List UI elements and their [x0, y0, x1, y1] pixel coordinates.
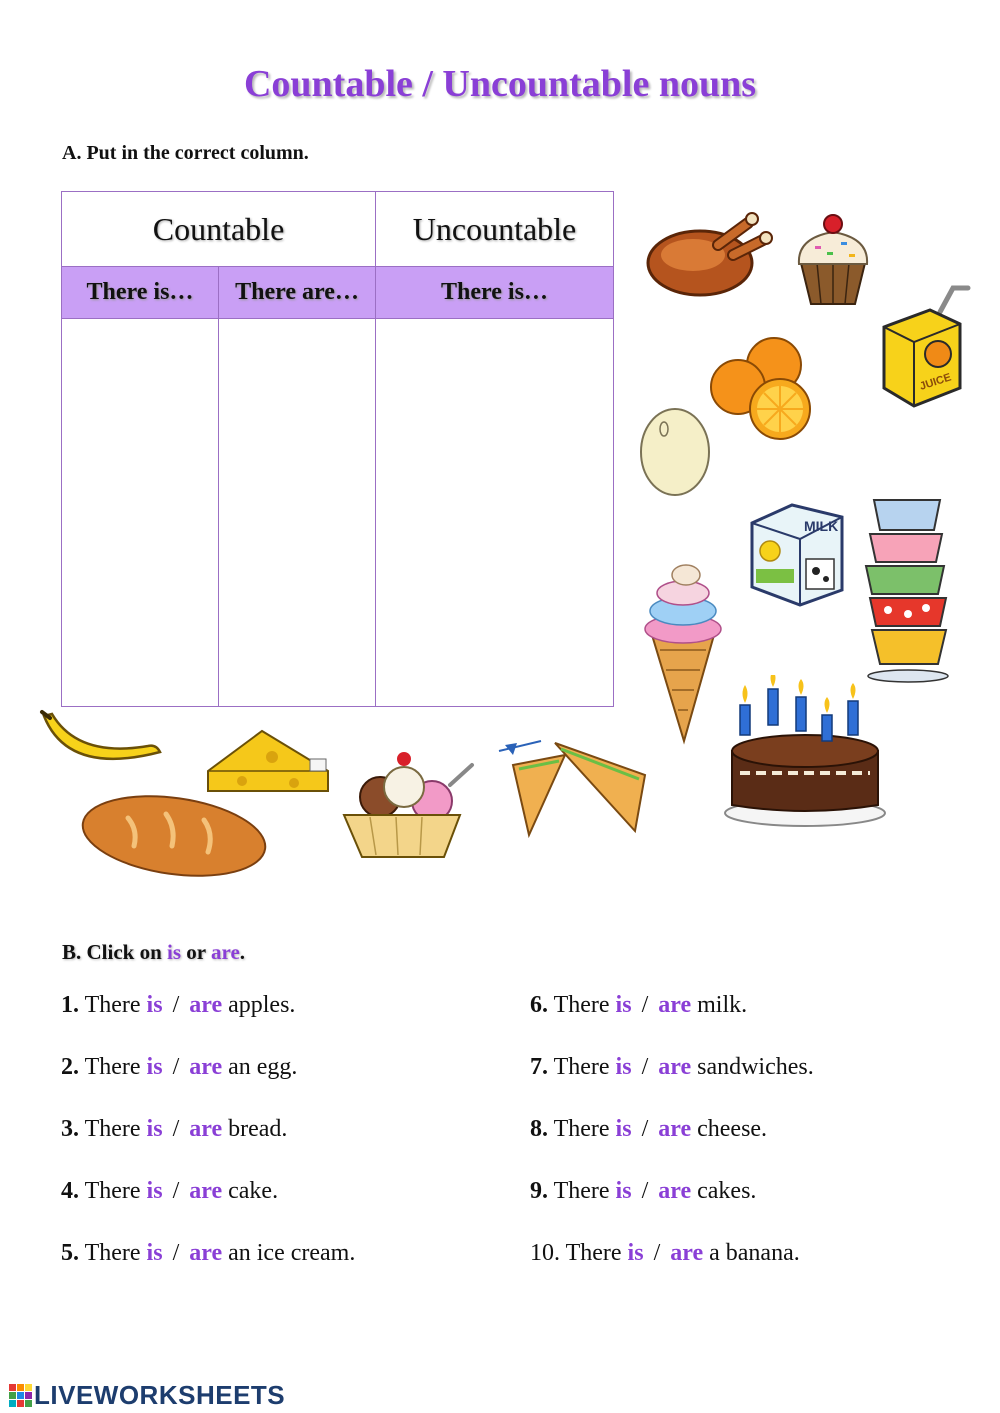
- question-lead: There: [553, 1178, 610, 1204]
- question-lead: There: [84, 1054, 141, 1080]
- page-title: Countable / Uncountable nouns: [243, 63, 757, 105]
- question-number: 5.: [61, 1240, 79, 1266]
- juice-box-image[interactable]: [878, 282, 973, 412]
- question-number: 2.: [61, 1054, 79, 1080]
- question-rest: apples.: [228, 992, 296, 1018]
- question-10: [530, 1240, 800, 1267]
- option-is[interactable]: is: [146, 1240, 163, 1266]
- option-are[interactable]: are: [189, 1116, 223, 1142]
- question-2: [61, 1054, 297, 1081]
- subheader-there-are: There are…: [219, 267, 376, 319]
- option-are[interactable]: are: [658, 1054, 692, 1080]
- question-5: [61, 1240, 355, 1267]
- question-1: [61, 992, 295, 1019]
- question-rest: cakes.: [697, 1178, 757, 1204]
- stacked-cups-image[interactable]: [860, 490, 955, 685]
- question-lead: There: [565, 1240, 622, 1266]
- question-number: 1.: [61, 992, 79, 1018]
- option-separator: /: [653, 1240, 661, 1266]
- footer-brand: LIVEWORKSHEETS: [34, 1380, 286, 1410]
- option-are[interactable]: are: [189, 992, 223, 1018]
- question-lead: There: [84, 992, 141, 1018]
- liveworksheets-logo-icon: [8, 1383, 34, 1409]
- question-number: 4.: [61, 1178, 79, 1204]
- section-a-instruction: A. Put in the correct column.: [62, 142, 309, 164]
- question-lead: There: [84, 1116, 141, 1142]
- question-8: [530, 1116, 767, 1143]
- option-are[interactable]: are: [189, 1178, 223, 1204]
- question-rest: bread.: [228, 1116, 288, 1142]
- question-7: [530, 1054, 814, 1081]
- question-number: 8.: [530, 1116, 548, 1142]
- option-are[interactable]: are: [658, 1178, 692, 1204]
- option-is[interactable]: is: [627, 1240, 644, 1266]
- footer: [8, 1380, 285, 1411]
- ice-cream-bowl-image[interactable]: [340, 745, 480, 860]
- question-lead: There: [553, 992, 610, 1018]
- milk-label: MILK: [804, 518, 839, 534]
- option-separator: /: [172, 1240, 180, 1266]
- drop-zone-countable-singular[interactable]: [62, 319, 219, 707]
- question-lead: There: [553, 1116, 610, 1142]
- option-separator: /: [641, 992, 649, 1018]
- question-rest: an egg.: [228, 1054, 298, 1080]
- egg-image[interactable]: [638, 402, 713, 497]
- question-rest: milk.: [697, 992, 748, 1018]
- cupcake-image[interactable]: [793, 208, 873, 308]
- option-is[interactable]: is: [615, 1116, 632, 1142]
- subheader-there-is-uncountable: There is…: [376, 267, 614, 319]
- question-number: 9.: [530, 1178, 548, 1204]
- option-is[interactable]: is: [146, 992, 163, 1018]
- option-separator: /: [641, 1054, 649, 1080]
- option-is[interactable]: is: [615, 992, 632, 1018]
- option-separator: /: [172, 1116, 180, 1142]
- sorting-table: [61, 191, 614, 707]
- section-b-suffix: .: [239, 940, 246, 964]
- question-lead: There: [553, 1054, 610, 1080]
- option-are[interactable]: are: [658, 1116, 692, 1142]
- juice-label: JUICE: [918, 371, 953, 393]
- drop-zone-uncountable[interactable]: [376, 319, 614, 707]
- question-number: 6.: [530, 992, 548, 1018]
- bread-image[interactable]: [78, 790, 273, 880]
- uncountable-header: Uncountable: [376, 192, 614, 267]
- question-rest: an ice cream.: [228, 1240, 356, 1266]
- section-b-instruction: [62, 940, 245, 965]
- subheader-there-is-countable: There is…: [62, 267, 219, 319]
- roast-chicken-image[interactable]: [638, 205, 773, 300]
- option-is[interactable]: is: [146, 1116, 163, 1142]
- question-3: [61, 1116, 287, 1143]
- oranges-image[interactable]: [708, 335, 818, 445]
- option-are[interactable]: are: [670, 1240, 704, 1266]
- question-4: [61, 1178, 278, 1205]
- question-number: 3.: [61, 1116, 79, 1142]
- option-are[interactable]: are: [658, 992, 692, 1018]
- milk-carton-image[interactable]: [742, 495, 852, 610]
- section-b-middle: or: [181, 940, 211, 964]
- option-separator: /: [172, 992, 180, 1018]
- question-6: [530, 992, 747, 1019]
- question-rest: cheese.: [697, 1116, 768, 1142]
- option-is[interactable]: is: [615, 1178, 632, 1204]
- option-is[interactable]: is: [146, 1178, 163, 1204]
- option-are[interactable]: are: [189, 1054, 223, 1080]
- countable-header: Countable: [62, 192, 376, 267]
- question-number: 10.: [530, 1240, 560, 1266]
- section-b-are: are: [211, 940, 240, 964]
- question-lead: There: [84, 1178, 141, 1204]
- section-b-prefix: B. Click on: [62, 940, 168, 964]
- drop-zone-countable-plural[interactable]: [219, 319, 376, 707]
- cheese-image[interactable]: [202, 725, 337, 800]
- question-rest: cake.: [228, 1178, 279, 1204]
- option-separator: /: [641, 1178, 649, 1204]
- question-rest: sandwiches.: [697, 1054, 814, 1080]
- banana-image[interactable]: [38, 708, 168, 778]
- birthday-cake-image[interactable]: [720, 675, 890, 830]
- question-rest: a banana.: [709, 1240, 800, 1266]
- question-number: 7.: [530, 1054, 548, 1080]
- option-separator: /: [172, 1054, 180, 1080]
- sandwiches-image[interactable]: [495, 735, 655, 840]
- question-9: [530, 1178, 756, 1205]
- question-lead: There: [84, 1240, 141, 1266]
- option-is[interactable]: is: [146, 1054, 163, 1080]
- ice-cream-cone-image[interactable]: [638, 555, 728, 745]
- option-separator: /: [172, 1178, 180, 1204]
- section-b-is: is: [167, 940, 182, 964]
- option-separator: /: [641, 1116, 649, 1142]
- option-is[interactable]: is: [615, 1054, 632, 1080]
- option-are[interactable]: are: [189, 1240, 223, 1266]
